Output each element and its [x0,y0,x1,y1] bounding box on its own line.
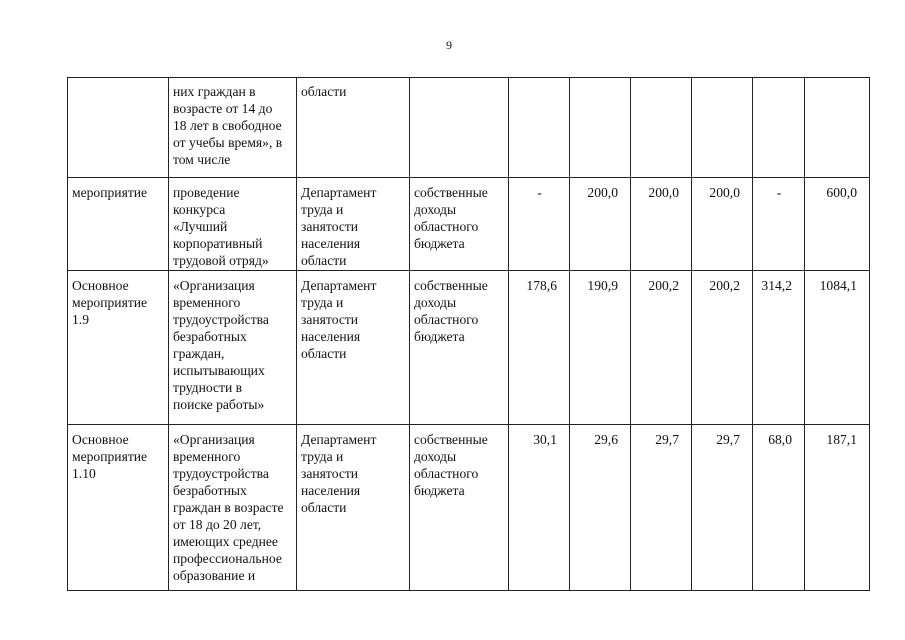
value-cell [570,78,631,178]
value-cell: 600,0 [805,178,870,271]
value-cell: 190,9 [570,271,631,425]
value-cell [692,78,753,178]
value-cell: 29,7 [631,425,692,591]
program-table [67,77,870,591]
value-cell: 1084,1 [805,271,870,425]
value-cell: 68,0 [753,425,805,591]
value-cell: 30,1 [509,425,570,591]
page-number: 9 [446,38,452,52]
executor-text: Департамент труда и занятости населения области [301,278,377,361]
executor-text: области [301,84,347,99]
executor-cell [297,425,410,591]
value-cell [805,78,870,178]
status-text: мероприятие [72,185,148,200]
status-text: Основное мероприятие 1.9 [72,278,148,327]
table-row [68,78,870,178]
source-text: собственные доходы областного бюджета [414,432,488,498]
name-text: «Организация временного трудоустройства безработных граждан в возрасте от 18 до 20 лет, имеющих среднее профессиональное образование и [173,432,284,583]
value-cell: - [509,178,570,271]
source-cell [410,178,509,271]
value-cell: 314,2 [753,271,805,425]
value-cell: - [753,178,805,271]
name-text: «Организация временного трудоустройства безработных граждан, испытывающих трудности в поиске работы» [173,278,269,412]
value-cell: 200,0 [692,178,753,271]
source-text: собственные доходы областного бюджета [414,278,488,344]
table-row [68,425,870,591]
name-cell [169,425,297,591]
value-cell [753,78,805,178]
executor-text: Департамент труда и занятости населения области [301,432,377,515]
name-cell [169,78,297,178]
executor-text: Департамент труда и занятости населения области [301,185,377,268]
status-cell [68,78,169,178]
source-cell [410,271,509,425]
value-cell: 200,2 [692,271,753,425]
source-cell [410,425,509,591]
executor-cell [297,78,410,178]
value-cell [509,78,570,178]
name-text: проведение конкурса «Лучший корпоративный трудовой отряд» [173,185,269,268]
source-cell [410,78,509,178]
status-cell [68,178,169,271]
status-cell [68,271,169,425]
status-text: Основное мероприятие 1.10 [72,432,148,481]
value-cell: 200,0 [570,178,631,271]
value-cell [631,78,692,178]
name-cell [169,271,297,425]
executor-cell [297,271,410,425]
name-cell [169,178,297,271]
status-cell [68,425,169,591]
value-cell: 29,7 [692,425,753,591]
value-cell: 200,2 [631,271,692,425]
value-cell: 187,1 [805,425,870,591]
value-cell: 200,0 [631,178,692,271]
source-text: собственные доходы областного бюджета [414,185,488,251]
value-cell: 29,6 [570,425,631,591]
executor-cell [297,178,410,271]
value-cell: 178,6 [509,271,570,425]
table-row [68,178,870,271]
table-row [68,271,870,425]
name-text: них граждан в возрасте от 14 до 18 лет в свободное от учебы время», в том числе [173,84,283,167]
